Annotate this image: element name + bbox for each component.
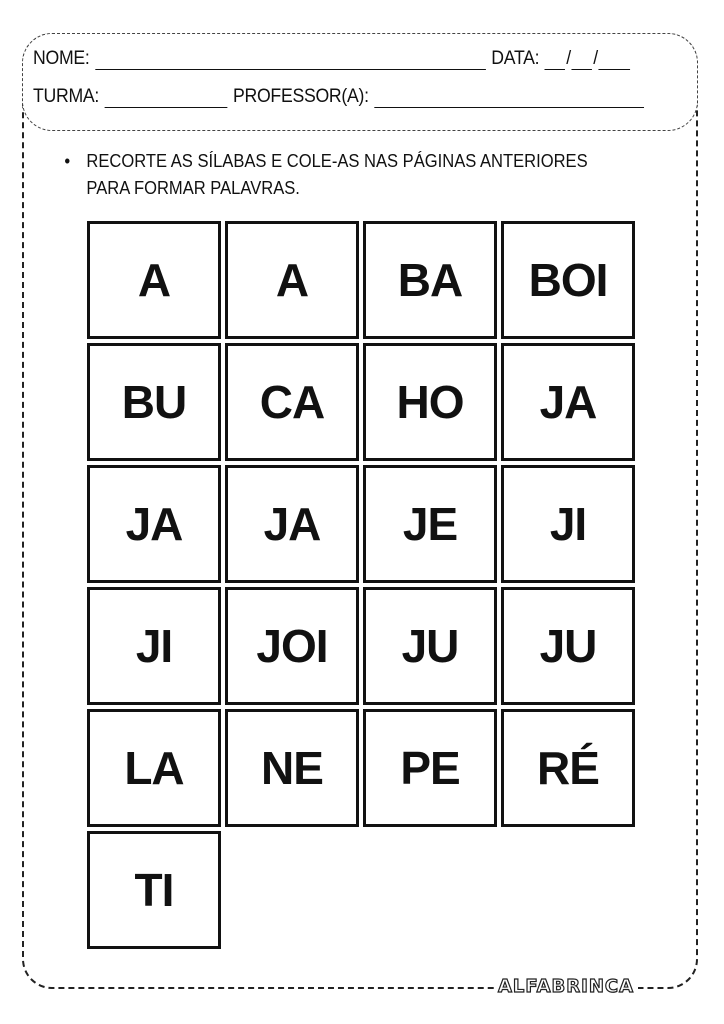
date-label: DATA: bbox=[491, 48, 540, 69]
name-field[interactable] bbox=[95, 52, 486, 70]
name-label: NOME: bbox=[33, 48, 90, 69]
date-month-field[interactable] bbox=[572, 52, 592, 70]
instruction bbox=[64, 148, 588, 202]
syllable-card[interactable]: A bbox=[225, 221, 359, 339]
syllable-card[interactable]: BOI bbox=[501, 221, 635, 339]
bullet-icon: • bbox=[64, 151, 71, 171]
syllable-card[interactable]: BA bbox=[363, 221, 497, 339]
syllable-card[interactable]: A bbox=[87, 221, 221, 339]
class-label: TURMA: bbox=[33, 86, 100, 107]
syllable-card[interactable]: CA bbox=[225, 343, 359, 461]
teacher-field[interactable] bbox=[374, 90, 644, 108]
date-separator: / bbox=[593, 48, 598, 69]
syllable-card[interactable]: JI bbox=[87, 587, 221, 705]
syllable-card[interactable]: JU bbox=[501, 587, 635, 705]
syllable-grid bbox=[87, 221, 635, 949]
student-info-header bbox=[22, 33, 698, 131]
alfabrinca-logo: ALFABRINCA bbox=[494, 976, 638, 997]
syllable-card[interactable]: TI bbox=[87, 831, 221, 949]
syllable-card[interactable]: NE bbox=[225, 709, 359, 827]
syllable-card[interactable]: JA bbox=[501, 343, 635, 461]
syllable-card[interactable]: JU bbox=[363, 587, 497, 705]
syllable-card[interactable]: JI bbox=[501, 465, 635, 583]
syllable-card[interactable]: PE bbox=[363, 709, 497, 827]
instruction-line-1: RECORTE AS SÍLABAS E COLE-AS NAS PÁGINAS ANTERIORES bbox=[86, 151, 588, 171]
syllable-card[interactable]: JOI bbox=[225, 587, 359, 705]
class-field[interactable] bbox=[105, 90, 228, 108]
syllable-card[interactable]: HO bbox=[363, 343, 497, 461]
syllable-card[interactable]: RÉ bbox=[501, 709, 635, 827]
syllable-card[interactable]: JA bbox=[225, 465, 359, 583]
syllable-card[interactable]: LA bbox=[87, 709, 221, 827]
date-separator: / bbox=[566, 48, 571, 69]
syllable-card[interactable]: BU bbox=[87, 343, 221, 461]
date-year-field[interactable] bbox=[599, 52, 631, 70]
date-day-field[interactable] bbox=[545, 52, 565, 70]
teacher-label: PROFESSOR(A): bbox=[232, 86, 369, 107]
instruction-line-2: PARA FORMAR PALAVRAS. bbox=[86, 178, 300, 198]
syllable-card[interactable]: JE bbox=[363, 465, 497, 583]
syllable-card[interactable]: JA bbox=[87, 465, 221, 583]
